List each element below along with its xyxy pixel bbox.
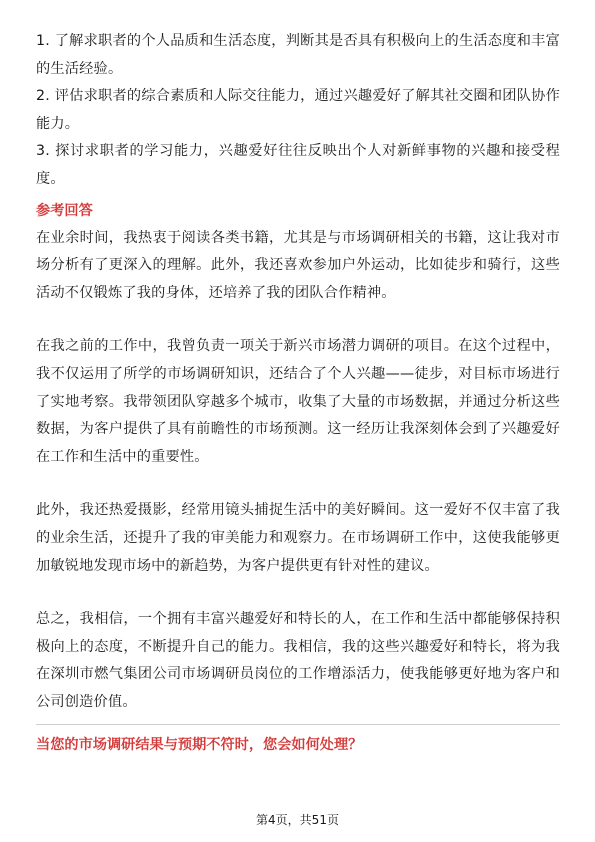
question-purpose-list — [36, 28, 560, 194]
page-number-footer: 第4页，共51页 — [256, 813, 339, 827]
question-purpose-item-2: 2. 评估求职者的综合素质和人际交往能力，通过兴趣爱好了解其社交圈和团队协作能力。 — [36, 88, 560, 132]
reference-answer — [36, 225, 560, 717]
answer-paragraph-1: 在业余时间，我热衷于阅读各类书籍，尤其是与市场调研相关的书籍，这让我对市场分析有了更深入的理解。此外，我还喜欢参加户外运动，比如徒步和骑行，这些活动不仅锻炼了我的身体，还培养了我的团队合作精神。 — [36, 229, 560, 301]
answer-paragraph-3: 此外，我还热爱摄影，经常用镜头捕捉生活中的美好瞬间。这一爱好不仅丰富了我的业余生活，还提升了我的审美能力和观察力。在市场调研工作中，这使我能够更加敏锐地发现市场中的新趋势，为客户提供更有针对性的建议。 — [36, 502, 560, 574]
question-purpose-item-1: 1. 了解求职者的个人品质和生活态度，判断其是否具有积极向上的生活态度和丰富的生活经验。 — [36, 33, 560, 77]
answer-paragraph-4: 总之，我相信，一个拥有丰富兴趣爱好和特长的人，在工作和生活中都能够保持积极向上的态度，不断提升自己的能力。我相信，我的这些兴趣爱好和特长，将为我在深圳市燃气集团公司市场调研员岗位的工作增添活力，使我能够更好地为客户和公司创造价值。 — [36, 611, 560, 710]
document-body — [36, 28, 560, 757]
next-question-heading: 当您的市场调研结果与预期不符时，您会如何处理？ — [36, 737, 363, 754]
question-purpose-item-3: 3. 探讨求职者的学习能力，兴趣爱好往往反映出个人对新鲜事物的兴趣和接受程度。 — [36, 143, 560, 187]
answer-paragraph-2: 在我之前的工作中，我曾负责一项关于新兴市场潜力调研的项目。在这个过程中，我不仅运用了所学的市场调研知识，还结合了个人兴趣——徒步，对目标市场进行了实地考察。我带领团队穿越多个城市，收集了大量的市场数据，并通过分析这些数据，为客户提供了具有前瞻性的市场预测。这一经历让我深刻体会到了兴趣爱好在工作和生活中的重要性。 — [36, 338, 560, 465]
section-divider — [36, 724, 560, 725]
reference-answer-heading: 参考回答 — [36, 202, 93, 219]
